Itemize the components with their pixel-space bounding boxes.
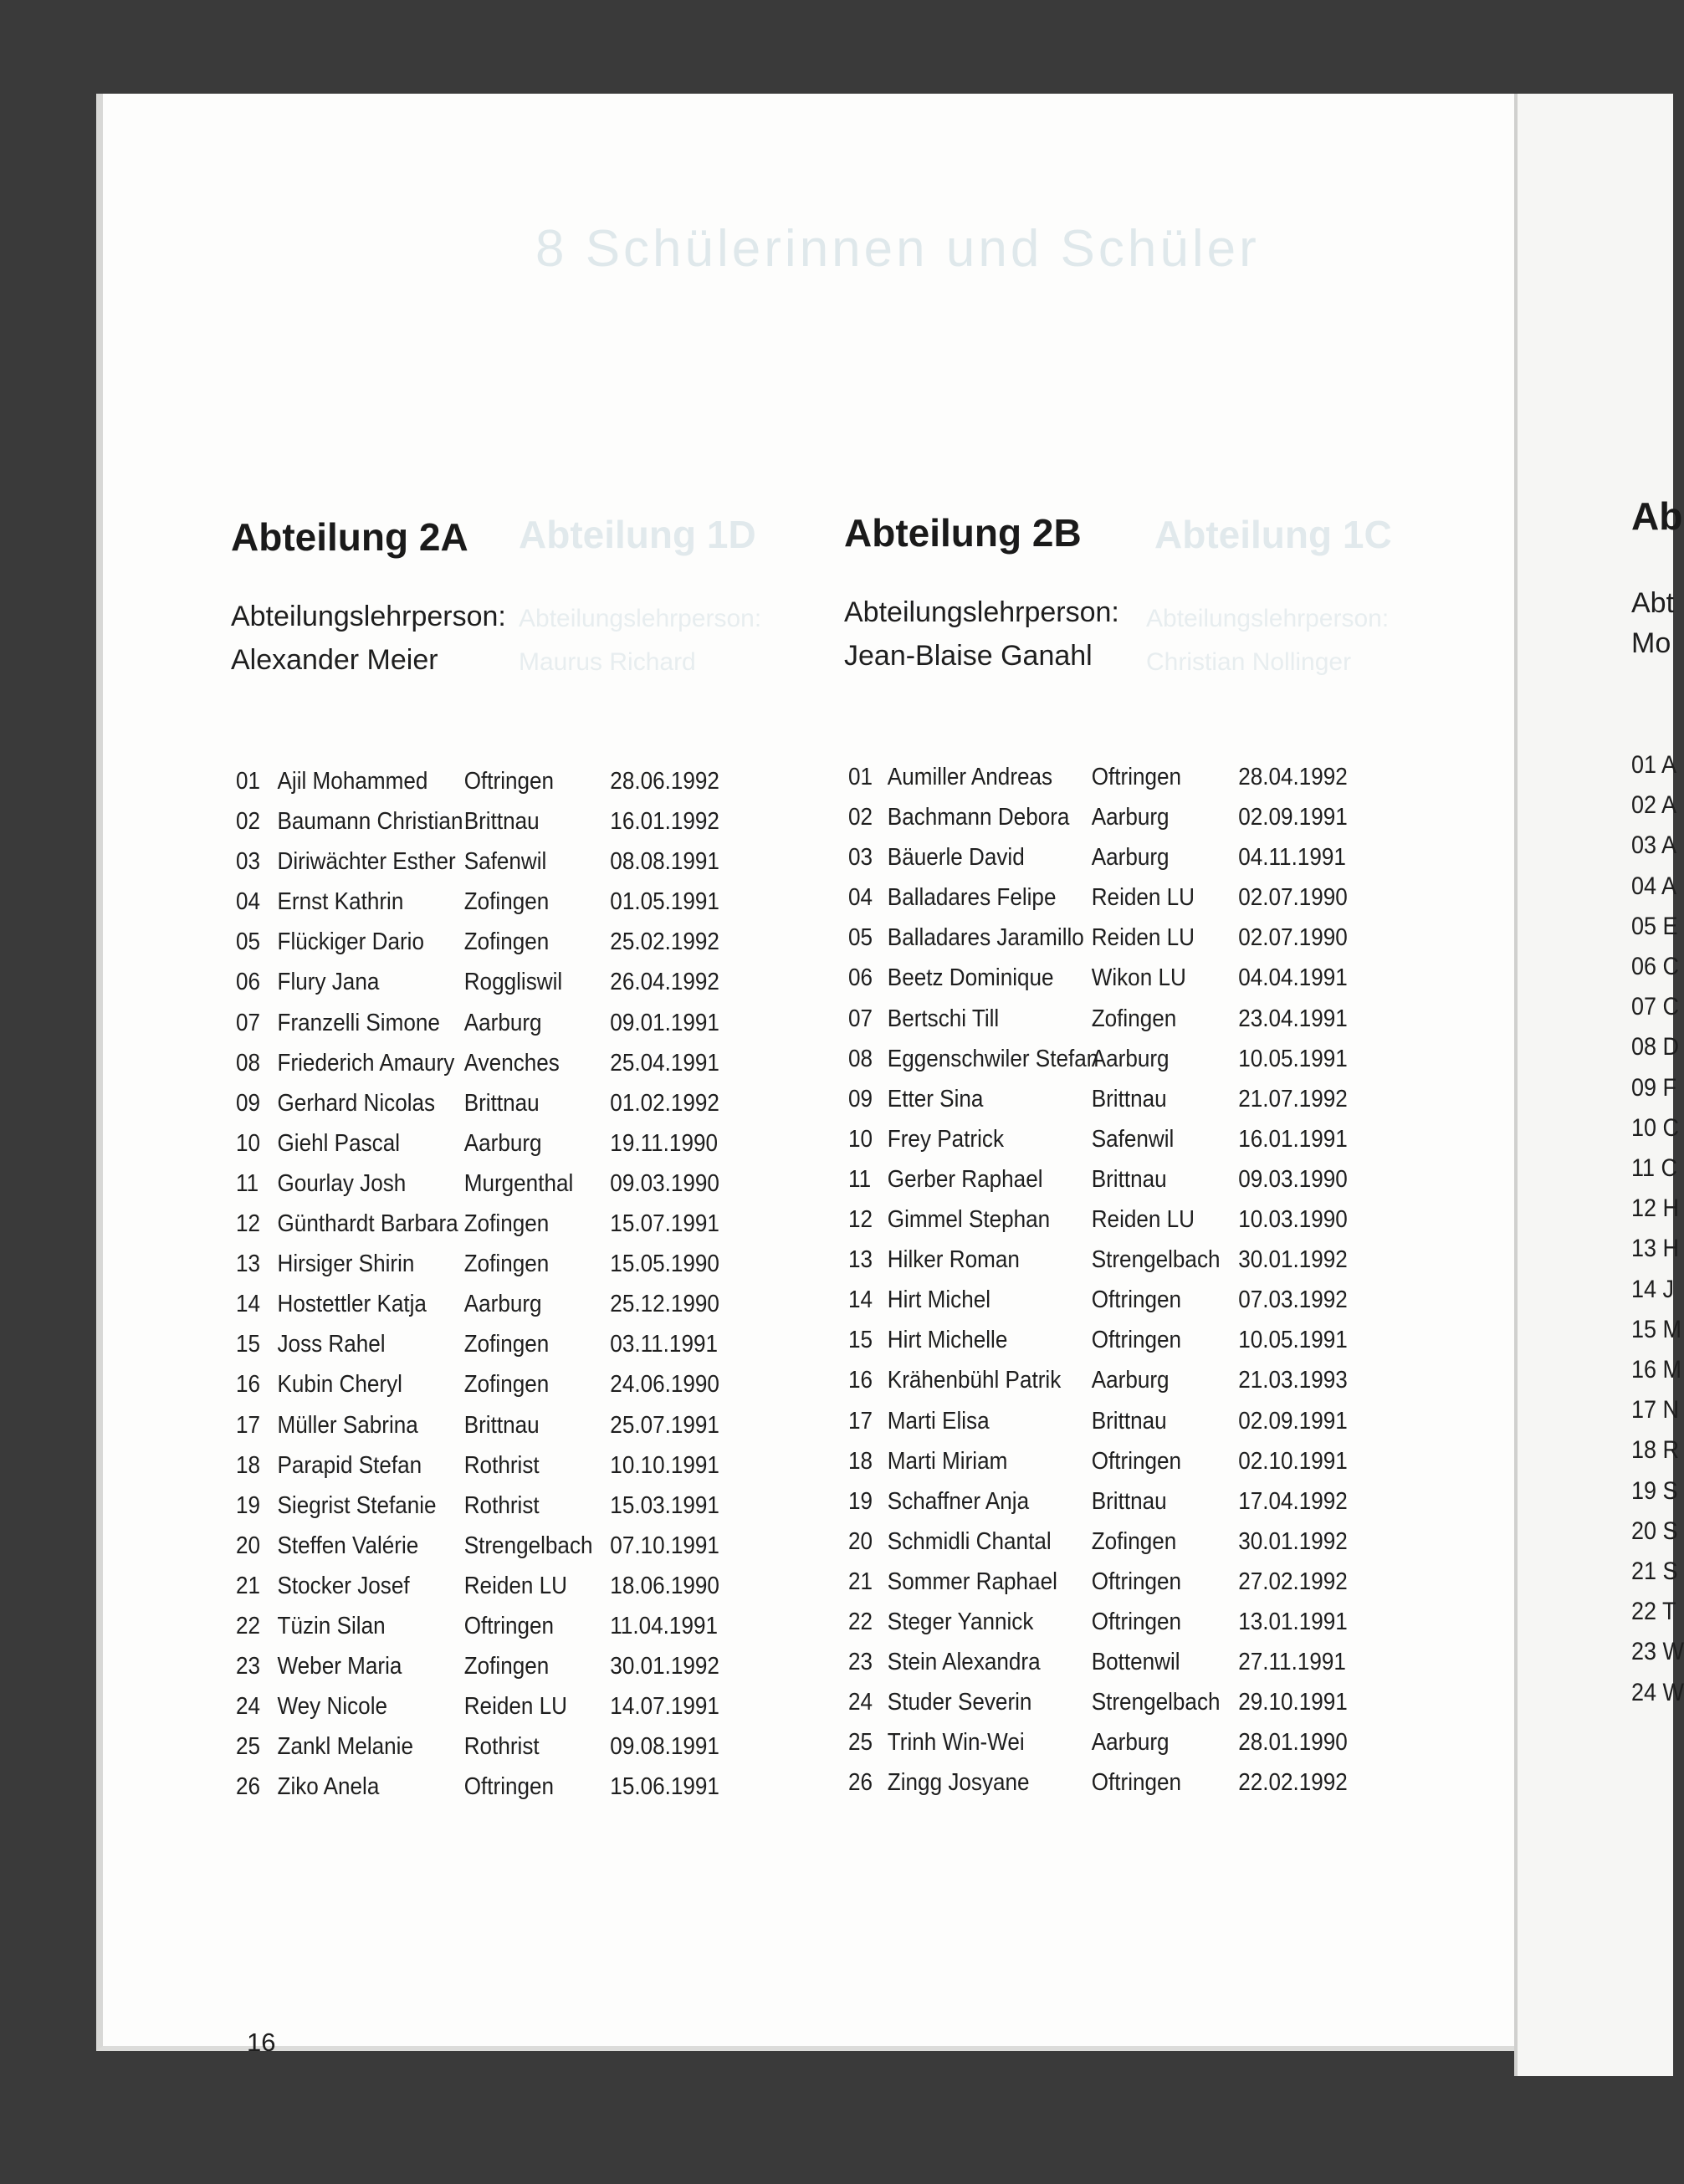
student-birthdate: 19.11.1990 — [610, 1129, 718, 1157]
right-page-row-fragment: 02 A — [1631, 791, 1677, 820]
student-town: Reiden LU — [1091, 884, 1195, 912]
student-name: Hirt Michelle — [887, 1327, 1008, 1354]
student-birthdate: 15.03.1991 — [610, 1491, 719, 1519]
student-birthdate: 28.06.1992 — [610, 768, 719, 795]
student-town: Aarburg — [1091, 844, 1170, 872]
right-page-row-fragment: 17 N — [1631, 1396, 1680, 1424]
student-town: Safenwil — [463, 848, 547, 876]
right-page-row-fragment: 06 C — [1631, 953, 1680, 980]
right-page-row-fragment: 23 W — [1631, 1638, 1684, 1666]
bleed-through-title: 8 Schülerinnen und Schüler — [535, 220, 1260, 278]
student-name: Frey Patrick — [887, 1125, 1005, 1153]
student-number: 12 — [848, 1206, 873, 1234]
student-town: Brittnau — [463, 808, 540, 836]
right-page-row-fragment: 05 E — [1631, 912, 1678, 940]
section-2b-heading: Abteilung 2B — [844, 511, 1082, 555]
student-name: Gerhard Nicolas — [277, 1089, 436, 1117]
right-page-row-fragment: 04 A — [1631, 872, 1677, 900]
student-birthdate: 13.01.1991 — [1238, 1608, 1348, 1635]
student-name: Gourlay Josh — [277, 1169, 407, 1197]
student-number: 03 — [236, 848, 261, 876]
student-birthdate: 30.01.1992 — [1238, 1246, 1348, 1274]
student-birthdate: 15.06.1991 — [610, 1773, 719, 1801]
student-birthdate: 04.04.1991 — [1238, 964, 1348, 992]
student-birthdate: 02.07.1990 — [1238, 884, 1348, 912]
student-name: Stocker Josef — [277, 1572, 410, 1599]
student-name: Gimmel Stephan — [887, 1206, 1051, 1234]
student-name: Müller Sabrina — [277, 1411, 418, 1439]
student-birthdate: 25.07.1991 — [610, 1411, 719, 1439]
student-town: Oftringen — [1091, 1608, 1182, 1635]
student-town: Aarburg — [463, 1291, 542, 1318]
student-number: 21 — [236, 1572, 261, 1599]
student-town: Aarburg — [463, 1129, 542, 1157]
student-number: 05 — [848, 924, 873, 952]
student-name: Zankl Melanie — [277, 1733, 413, 1761]
student-town: Aarburg — [1091, 1367, 1170, 1394]
student-name: Wey Nicole — [277, 1693, 388, 1721]
student-number: 08 — [848, 1045, 873, 1072]
student-number: 06 — [848, 964, 873, 992]
section-2a-header — [231, 514, 506, 682]
section-2a-teacher — [231, 595, 506, 682]
student-number: 01 — [236, 768, 261, 795]
student-name: Hilker Roman — [887, 1246, 1020, 1274]
student-number: 26 — [848, 1769, 873, 1797]
right-page-row-fragment: 12 H — [1631, 1194, 1680, 1223]
right-page-row-fragment: 15 M — [1631, 1315, 1682, 1343]
student-name: Schaffner Anja — [887, 1487, 1030, 1515]
student-town: Zofingen — [463, 1371, 550, 1399]
student-name: Baumann Christian — [277, 808, 463, 836]
student-number: 23 — [236, 1653, 261, 1680]
section-2b-header — [844, 510, 1119, 678]
student-name: Parapid Stefan — [277, 1451, 422, 1479]
section-2b-teacher-name: Jean-Blaise Ganahl — [844, 640, 1093, 672]
student-number: 01 — [848, 764, 873, 790]
right-page-heading-fragment: Ab — [1631, 494, 1683, 538]
student-birthdate: 10.05.1991 — [1238, 1327, 1348, 1354]
student-name: Giehl Pascal — [277, 1129, 401, 1157]
student-number: 04 — [848, 884, 873, 912]
student-number: 12 — [236, 1210, 261, 1238]
right-page-row-fragment: 08 D — [1631, 1033, 1680, 1061]
student-number: 18 — [848, 1447, 873, 1475]
right-page-row-fragment: 03 A — [1631, 831, 1677, 860]
right-page-teacher-label-fragment: Abt — [1631, 587, 1675, 619]
student-name: Flury Jana — [277, 969, 380, 996]
student-birthdate: 01.02.1992 — [610, 1089, 719, 1117]
student-town: Reiden LU — [463, 1693, 568, 1721]
student-town: Oftringen — [463, 1612, 555, 1639]
student-number: 15 — [848, 1327, 873, 1354]
student-number: 19 — [236, 1491, 261, 1519]
student-town: Wikon LU — [1091, 964, 1186, 992]
student-name: Balladares Felipe — [887, 884, 1057, 912]
student-name: Trinh Win-Wei — [887, 1729, 1025, 1757]
student-town: Bottenwil — [1091, 1649, 1180, 1676]
student-birthdate: 17.04.1992 — [1238, 1487, 1348, 1515]
student-number: 06 — [236, 969, 261, 996]
student-town: Brittnau — [463, 1411, 540, 1439]
student-birthdate: 28.01.1990 — [1238, 1729, 1348, 1757]
student-town: Oftringen — [1091, 1568, 1182, 1595]
student-number: 25 — [848, 1729, 873, 1757]
student-number: 22 — [236, 1612, 261, 1639]
student-birthdate: 08.08.1991 — [610, 848, 719, 876]
student-town: Zofingen — [463, 928, 550, 956]
right-page-row-fragment: 10 C — [1631, 1113, 1680, 1142]
right-page-row-fragment: 18 R — [1631, 1436, 1680, 1465]
student-town: Aarburg — [463, 1009, 542, 1036]
student-name: Bäuerle David — [887, 844, 1025, 872]
student-birthdate: 01.05.1991 — [610, 888, 719, 916]
student-name: Bachmann Debora — [887, 804, 1070, 831]
student-town: Oftringen — [1091, 1769, 1182, 1797]
student-birthdate: 10.05.1991 — [1238, 1045, 1348, 1072]
student-birthdate: 15.07.1991 — [610, 1210, 719, 1238]
student-name: Weber Maria — [277, 1653, 402, 1680]
section-2a-teacher-label: Abteilungslehrperson: — [231, 601, 506, 632]
student-number: 14 — [236, 1291, 261, 1318]
student-town: Strengelbach — [463, 1532, 593, 1559]
student-name: Krähenbühl Patrik — [887, 1367, 1062, 1394]
right-page-row-fragment: 09 F — [1631, 1073, 1677, 1102]
section-2b-teacher — [844, 591, 1119, 678]
student-town: Zofingen — [463, 1210, 550, 1238]
student-town: Oftringen — [1091, 1447, 1182, 1475]
student-number: 11 — [848, 1165, 872, 1193]
student-number: 19 — [848, 1487, 873, 1515]
student-name: Stein Alexandra — [887, 1649, 1041, 1676]
section-2a-teacher-name: Alexander Meier — [231, 644, 438, 676]
student-town: Murgenthal — [463, 1169, 574, 1197]
student-number: 07 — [236, 1009, 261, 1036]
student-town: Zofingen — [1091, 1005, 1177, 1032]
student-birthdate: 02.09.1991 — [1238, 1407, 1348, 1435]
student-town: Oftringen — [1091, 764, 1182, 790]
right-page-row-fragment: 20 S — [1631, 1517, 1678, 1545]
student-number: 13 — [848, 1246, 873, 1274]
student-birthdate: 26.04.1992 — [610, 969, 719, 996]
student-name: Hirsiger Shirin — [277, 1251, 415, 1278]
bleed-through-teacher-1c: Abteilungslehrperson: Christian Nollinger — [1146, 605, 1390, 676]
student-name: Ziko Anela — [277, 1773, 380, 1801]
student-birthdate: 30.01.1992 — [610, 1653, 719, 1680]
section-2b-teacher-label: Abteilungslehrperson: — [844, 596, 1119, 628]
student-birthdate: 14.07.1991 — [610, 1693, 719, 1721]
student-number: 09 — [236, 1089, 261, 1117]
student-birthdate: 02.09.1991 — [1238, 804, 1348, 831]
student-number: 24 — [236, 1693, 261, 1721]
student-birthdate: 15.05.1990 — [610, 1251, 719, 1278]
student-town: Roggliswil — [463, 969, 563, 996]
student-name: Günthardt Barbara — [277, 1210, 458, 1238]
student-town: Oftringen — [1091, 1286, 1182, 1314]
student-number: 20 — [236, 1532, 261, 1559]
student-number: 02 — [848, 804, 873, 831]
student-birthdate: 16.01.1992 — [610, 808, 719, 836]
bleed-through-heading-1d: Abteilung 1D — [519, 513, 756, 556]
student-town: Strengelbach — [1091, 1689, 1221, 1716]
student-birthdate: 21.03.1993 — [1238, 1367, 1348, 1394]
student-birthdate: 25.12.1990 — [610, 1291, 719, 1318]
student-birthdate: 10.10.1991 — [610, 1451, 719, 1479]
student-birthdate: 30.01.1992 — [1238, 1527, 1348, 1555]
student-number: 26 — [236, 1773, 261, 1801]
student-town: Brittnau — [463, 1089, 540, 1117]
right-page-row-fragment: 16 M — [1631, 1356, 1682, 1384]
student-number: 10 — [236, 1129, 261, 1157]
student-name: Marti Miriam — [887, 1447, 1008, 1475]
right-page-row-fragment: 01 A — [1631, 751, 1677, 779]
student-name: Balladares Jaramillo — [887, 924, 1084, 952]
student-birthdate: 28.04.1992 — [1238, 764, 1348, 790]
student-birthdate: 22.02.1992 — [1238, 1769, 1348, 1797]
student-town: Oftringen — [463, 768, 555, 795]
student-name: Diriwächter Esther — [277, 848, 456, 876]
student-name: Zingg Josyane — [887, 1769, 1030, 1797]
page-number: 16 — [247, 2028, 276, 2057]
bleed-through-heading-1c: Abteilung 1C — [1154, 513, 1392, 556]
student-birthdate: 16.01.1991 — [1238, 1125, 1348, 1153]
student-town: Zofingen — [463, 1331, 550, 1358]
student-number: 18 — [236, 1451, 261, 1479]
section-2a-heading: Abteilung 2A — [231, 515, 468, 559]
student-number: 13 — [236, 1251, 261, 1278]
student-name: Beetz Dominique — [887, 964, 1054, 992]
student-number: 16 — [848, 1367, 873, 1394]
student-town: Brittnau — [1091, 1085, 1167, 1112]
student-number: 20 — [848, 1527, 873, 1555]
student-name: Steffen Valérie — [277, 1532, 419, 1559]
student-town: Brittnau — [1091, 1487, 1167, 1515]
student-birthdate: 21.07.1992 — [1238, 1085, 1348, 1112]
student-name: Sommer Raphael — [887, 1568, 1057, 1595]
student-number: 07 — [848, 1005, 873, 1032]
student-town: Brittnau — [1091, 1165, 1167, 1193]
student-birthdate: 02.10.1991 — [1238, 1447, 1348, 1475]
student-birthdate: 18.06.1990 — [610, 1572, 719, 1599]
student-name: Aumiller Andreas — [887, 764, 1053, 790]
student-name: Gerber Raphael — [887, 1165, 1043, 1193]
student-birthdate: 07.03.1992 — [1238, 1286, 1348, 1314]
student-birthdate: 09.03.1990 — [1238, 1165, 1348, 1193]
student-number: 11 — [236, 1169, 259, 1197]
student-birthdate: 09.08.1991 — [610, 1733, 719, 1761]
student-name: Flückiger Dario — [277, 928, 424, 956]
student-number: 05 — [236, 928, 261, 956]
student-number: 16 — [236, 1371, 261, 1399]
student-number: 17 — [848, 1407, 873, 1435]
right-page-row-fragment: 07 C — [1631, 993, 1680, 1021]
student-number: 22 — [848, 1608, 873, 1635]
student-name: Joss Rahel — [277, 1331, 386, 1358]
student-name: Ernst Kathrin — [277, 888, 404, 916]
right-page-row-fragment: 13 H — [1631, 1235, 1680, 1263]
student-name: Ajil Mohammed — [277, 768, 428, 795]
student-name: Eggenschwiler Stefan — [887, 1045, 1099, 1072]
right-page-row-fragment: 14 J — [1631, 1275, 1675, 1303]
student-birthdate: 09.03.1990 — [610, 1169, 719, 1197]
student-number: 25 — [236, 1733, 261, 1761]
student-birthdate: 25.04.1991 — [610, 1049, 719, 1077]
student-name: Tüzin Silan — [277, 1612, 386, 1639]
student-birthdate: 10.03.1990 — [1238, 1206, 1348, 1234]
student-town: Oftringen — [463, 1773, 555, 1801]
student-birthdate: 11.04.1991 — [610, 1612, 718, 1639]
right-page-row-fragment: 21 S — [1631, 1557, 1678, 1585]
student-name: Hirt Michel — [887, 1286, 991, 1314]
student-town: Reiden LU — [463, 1572, 568, 1599]
bleed-through-teacher-1d: Abteilungslehrperson: Maurus Richard — [519, 605, 762, 676]
student-town: Strengelbach — [1091, 1246, 1221, 1274]
student-birthdate: 27.11.1991 — [1238, 1649, 1346, 1676]
student-number: 08 — [236, 1049, 261, 1077]
student-number: 17 — [236, 1411, 261, 1439]
student-name: Friederich Amaury — [277, 1049, 455, 1077]
student-name: Siegrist Stefanie — [277, 1491, 437, 1519]
student-number: 24 — [848, 1689, 873, 1716]
student-birthdate: 25.02.1992 — [610, 928, 719, 956]
student-town: Zofingen — [1091, 1527, 1177, 1555]
student-number: 14 — [848, 1286, 873, 1314]
student-birthdate: 24.06.1990 — [610, 1371, 719, 1399]
student-name: Steger Yannick — [887, 1608, 1034, 1635]
student-name: Studer Severin — [887, 1689, 1032, 1716]
student-town: Aarburg — [1091, 1045, 1170, 1072]
right-page-row-fragment: 22 T — [1631, 1598, 1676, 1626]
student-town: Oftringen — [1091, 1327, 1182, 1354]
student-number: 21 — [848, 1568, 873, 1595]
student-birthdate: 27.02.1992 — [1238, 1568, 1348, 1595]
student-name: Franzelli Simone — [277, 1009, 440, 1036]
right-page-row-fragment: 11 C — [1631, 1154, 1678, 1182]
student-town: Rothrist — [463, 1733, 540, 1761]
student-number: 02 — [236, 808, 261, 836]
student-town: Brittnau — [1091, 1407, 1167, 1435]
student-town: Aarburg — [1091, 1729, 1170, 1757]
student-number: 03 — [848, 844, 873, 872]
student-birthdate: 07.10.1991 — [610, 1532, 719, 1559]
student-birthdate: 03.11.1991 — [610, 1331, 718, 1358]
student-name: Kubin Cheryl — [277, 1371, 402, 1399]
student-town: Rothrist — [463, 1491, 540, 1519]
right-page-teacher-name-fragment: Mo — [1631, 627, 1671, 659]
student-birthdate: 09.01.1991 — [610, 1009, 719, 1036]
student-birthdate: 02.07.1990 — [1238, 924, 1348, 952]
student-town: Reiden LU — [1091, 1206, 1195, 1234]
student-name: Schmidli Chantal — [887, 1527, 1052, 1555]
student-number: 15 — [236, 1331, 261, 1358]
student-town: Rothrist — [463, 1451, 540, 1479]
student-town: Avenches — [463, 1049, 560, 1077]
student-town: Zofingen — [463, 1251, 550, 1278]
right-page-row-fragment: 19 S — [1631, 1476, 1678, 1505]
student-birthdate: 23.04.1991 — [1238, 1005, 1348, 1032]
student-town: Safenwil — [1091, 1125, 1175, 1153]
student-town: Reiden LU — [1091, 924, 1195, 952]
student-number: 09 — [848, 1085, 873, 1112]
student-number: 10 — [848, 1125, 873, 1153]
student-birthdate: 29.10.1991 — [1238, 1689, 1348, 1716]
student-name: Marti Elisa — [887, 1407, 990, 1435]
student-number: 04 — [236, 888, 261, 916]
student-town: Zofingen — [463, 1653, 550, 1680]
student-name: Hostettler Katja — [277, 1291, 427, 1318]
right-page-row-fragment: 24 W — [1631, 1678, 1684, 1706]
student-number: 23 — [848, 1649, 873, 1676]
student-name: Bertschi Till — [887, 1005, 1000, 1032]
student-name: Etter Sina — [887, 1085, 984, 1112]
student-town: Aarburg — [1091, 804, 1170, 831]
student-birthdate: 04.11.1991 — [1238, 844, 1346, 872]
student-town: Zofingen — [463, 888, 550, 916]
